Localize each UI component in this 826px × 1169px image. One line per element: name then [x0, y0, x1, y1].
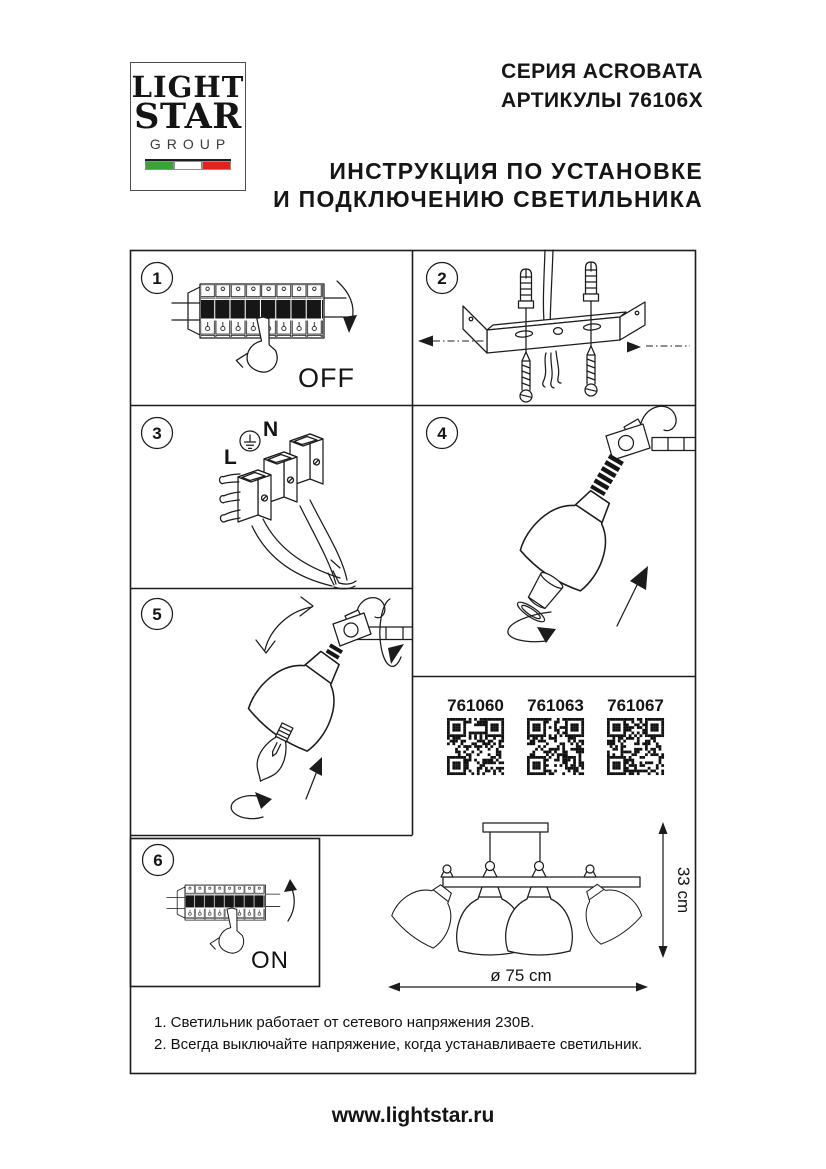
line-wire-label: L: [224, 446, 237, 469]
safety-notes: [154, 1012, 642, 1055]
logo-group: GROUP: [149, 135, 232, 152]
diameter-dimension: [388, 966, 648, 992]
website-url: www.lightstar.ru: [331, 1104, 495, 1127]
logo-star: STAR: [134, 95, 242, 137]
qr-article-2: 761063: [527, 696, 584, 715]
panel-1-number: 1: [152, 269, 162, 288]
panel-2-bracket-illustration: [418, 250, 690, 402]
chandelier-dimension-drawing: [388, 822, 693, 992]
qr-code-761060: [447, 718, 504, 775]
panel-6-breaker-on-illustration: [167, 879, 297, 974]
on-label: ON: [251, 947, 289, 974]
height-dimension-label: 33 cm: [674, 866, 693, 914]
note-1: 1. Светильник работает от сетевого напряжения 230В.: [154, 1014, 535, 1031]
off-label: OFF: [298, 363, 355, 393]
articles-title: АРТИКУЛЫ 76106X: [501, 89, 703, 112]
diameter-dimension-label: ø 75 cm: [490, 966, 552, 985]
logo-light: LIGHT: [131, 70, 245, 104]
panel-1-breaker-off-illustration: [172, 281, 357, 393]
qr-code-761067: [607, 718, 664, 775]
panel-3-terminals-illustration: [219, 418, 356, 589]
qr-article-1: 761060: [447, 696, 504, 715]
panel-3-number: 3: [152, 424, 162, 443]
panel-2-number: 2: [437, 269, 447, 288]
panel-number-badges: [142, 263, 458, 876]
panel-4-number: 4: [437, 424, 447, 443]
instruction-title: ИНСТРУКЦИЯ ПО УСТАНОВКЕ И ПОДКЛЮЧЕНИЮ СВЕТИЛЬНИКА: [273, 158, 703, 212]
series-title: СЕРИЯ ACROBATA: [501, 60, 703, 83]
panel-5-number: 5: [152, 605, 162, 624]
height-dimension: [659, 822, 694, 958]
qr-article-3: 761067: [607, 696, 664, 715]
panel-5-adjustment-illustration: [231, 597, 412, 819]
panel-4-shade-assembly-illustration: [508, 406, 695, 643]
qr-section: [447, 696, 664, 775]
panel-grid: [131, 251, 696, 1074]
neutral-wire-label: N: [263, 418, 279, 441]
panel-6-number: 6: [153, 851, 163, 870]
note-2: 2. Всегда выключайте напряжение, когда устанавливаете светильник.: [154, 1035, 643, 1053]
qr-code-761063: [527, 718, 584, 775]
